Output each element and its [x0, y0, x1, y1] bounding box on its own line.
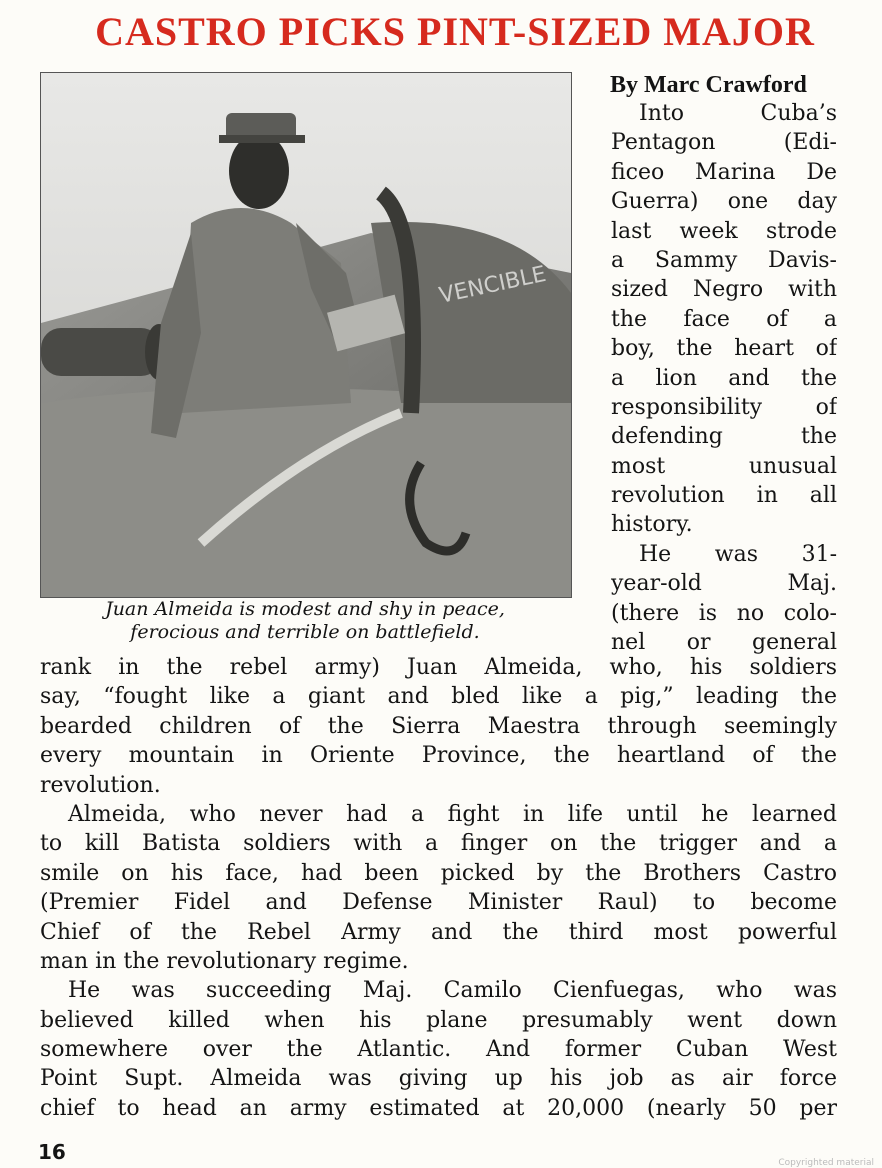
text-line: to kill Batista soldiers with a finger on the trigger and a [40, 831, 837, 857]
text-line: believed killed when his plane presumably went down [40, 1007, 837, 1033]
byline: By Marc Crawford [610, 72, 807, 98]
text-line: rank in the rebel army) Juan Almeida, who, his soldiers [40, 655, 837, 680]
text-line: Into Cuba’s [639, 101, 837, 126]
text-line: Guerra) one day [611, 189, 837, 215]
caption-line: ferocious and terrible on battlefield. [130, 621, 480, 643]
text-line: a lion and the [611, 365, 837, 391]
text-line: responsibility of [611, 394, 837, 420]
text-line: smile on his face, had been picked by the Brothers Castro [40, 860, 837, 886]
text-line: history. [611, 512, 693, 538]
text-line: say, “fought like a giant and bled like a pig,” leading the [40, 684, 837, 710]
text-line: (there is no colo- [611, 600, 837, 626]
text-line: most unusual [611, 453, 837, 479]
text-line: Point Supt. Almeida was giving up his job as air force [40, 1066, 837, 1092]
copyright-note: Copyrighted material [778, 1158, 874, 1168]
text-line: somewhere over the Atlantic. And former Cuban West [40, 1037, 837, 1063]
caption-line: Juan Almeida is modest and shy in peace, [105, 598, 505, 620]
page-number: 16 [38, 1140, 66, 1164]
text-line: (Premier Fidel and Defense Minister Raul) to become [40, 890, 837, 916]
headline: CASTRO PICKS PINT-SIZED MAJOR [95, 9, 815, 54]
right-column-text [611, 99, 837, 657]
text-line: revolution. [40, 772, 161, 798]
text-line: Pentagon (Edi- [611, 130, 837, 156]
svg-text:VENCIBLE: VENCIBLE [437, 261, 549, 309]
text-line: every mountain in Oriente Province, the heartland of the [40, 743, 837, 769]
photo-soldier-on-tank-icon [41, 73, 571, 597]
text-line: the face of a [611, 306, 837, 332]
text-line: a Sammy Davis- [611, 247, 837, 273]
text-line: bearded children of the Sierra Maestra through seemingly [40, 713, 837, 739]
text-line: He was succeeding Maj. Camilo Cienfuegas, who was [68, 978, 837, 1004]
full-width-text [40, 653, 837, 1123]
news-photo [40, 72, 572, 598]
text-line: year-old Maj. [611, 571, 837, 597]
text-line: sized Negro with [611, 277, 837, 303]
text-line: defending the [611, 424, 837, 450]
text-line: Almeida, who never had a fight in life until he learned [68, 801, 837, 827]
text-line: ficeo Marina De [611, 159, 837, 185]
text-line: last week strode [611, 218, 837, 244]
text-line: man in the revolutionary regime. [40, 948, 409, 974]
text-line: boy, the heart of [611, 336, 837, 362]
text-line: Chief of the Rebel Army and the third most powerful [40, 919, 837, 945]
text-line: He was 31- [639, 541, 837, 567]
text-line: revolution in all [611, 483, 837, 509]
text-line: nel or general [611, 630, 837, 656]
text-line: chief to head an army estimated at 20,000 (nearly 50 per [40, 1095, 837, 1121]
photo-caption [30, 598, 580, 644]
